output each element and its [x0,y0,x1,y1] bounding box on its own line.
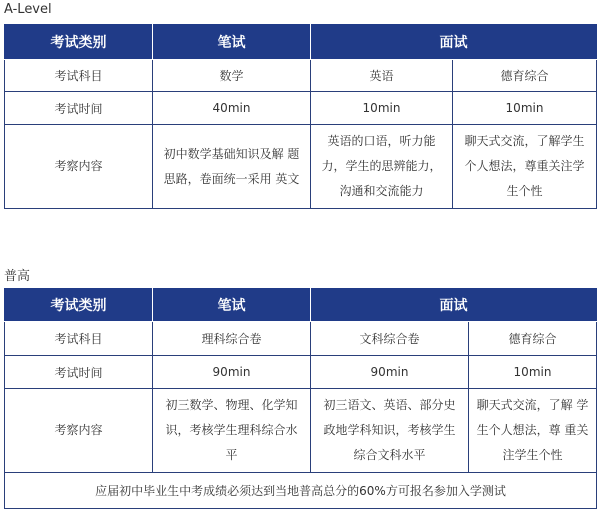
cell-interview2-time: 10min [453,92,597,125]
cell-interview2-content [453,125,597,209]
table-header-row [5,25,597,60]
content-line: 政地学科知识，考核学生 [323,423,456,437]
cell-interview2-content [469,389,597,473]
table-row [5,92,597,125]
cell-interview1-content [311,389,469,473]
putong-table [4,288,597,509]
row-label-subject: 考试科目 [5,60,153,92]
content-line: 识，考核学生理科综合水 [165,423,298,437]
alevel-table [4,24,597,209]
content-line: 英语的口语，听力能 [327,134,436,148]
cell-interview1-subject: 文科综合卷 [311,322,469,356]
header-written: 笔试 [153,289,311,322]
row-label-time: 考试时间 [5,356,153,389]
content-line: 英文 [275,171,300,186]
content-line: 聊天式交流，了解学生 [464,134,585,148]
table-row [5,389,597,473]
content-line: 生个性 [506,184,543,198]
cell-interview2-subject: 德育综合 [453,60,597,92]
header-interview: 面试 [311,25,597,60]
content-line: 力，学生的思辨能力， [321,159,442,173]
table-row [5,322,597,356]
content-line: 重关注学生个性 [502,423,589,462]
table-header-row [5,289,597,322]
content-line: 沟通和交流能力 [339,184,424,198]
content-line: 个人想法，尊重关注学 [464,159,585,173]
cell-written-time: 90min [153,356,311,389]
content-line: 聊天式交流，了解 [476,398,573,412]
row-label-time: 考试时间 [5,92,153,125]
footer-note: 应届初中毕业生中考成绩必须达到当地普高总分的60%方可报名参加入学测试 [5,473,597,509]
content-line: 题思路，卷面统一采用 [163,146,300,186]
content-line: 平 [225,448,238,462]
content-line: 综合文科水平 [353,448,426,462]
table-row [5,60,597,92]
header-interview: 面试 [311,289,597,322]
cell-written-content [153,125,311,209]
cell-written-subject: 理科综合卷 [153,322,311,356]
cell-interview1-content [311,125,453,209]
cell-written-subject: 数学 [153,60,311,92]
table-row [5,356,597,389]
section-title-putong: 普高 [4,269,31,284]
cell-interview2-subject: 德育综合 [469,322,597,356]
row-label-subject: 考试科目 [5,322,153,356]
content-line: 初三数学、物理、化学知 [165,398,298,412]
cell-interview1-subject: 英语 [311,60,453,92]
header-written: 笔试 [153,25,311,60]
table-row [5,473,597,509]
row-label-content: 考察内容 [5,389,153,473]
content-line: 初三语文、英语、部分史 [323,398,456,412]
content-line: 学生个人想法，尊 [476,398,589,437]
cell-interview1-time: 90min [311,356,469,389]
content-line: 初中数学基础知识及解 [163,146,284,161]
row-label-content: 考察内容 [5,125,153,209]
table-row [5,125,597,209]
header-category: 考试类别 [5,289,153,322]
cell-written-time: 40min [153,92,311,125]
section-title-alevel: A-Level [4,2,52,17]
cell-interview2-time: 10min [469,356,597,389]
cell-interview1-time: 10min [311,92,453,125]
header-category: 考试类别 [5,25,153,60]
cell-written-content [153,389,311,473]
